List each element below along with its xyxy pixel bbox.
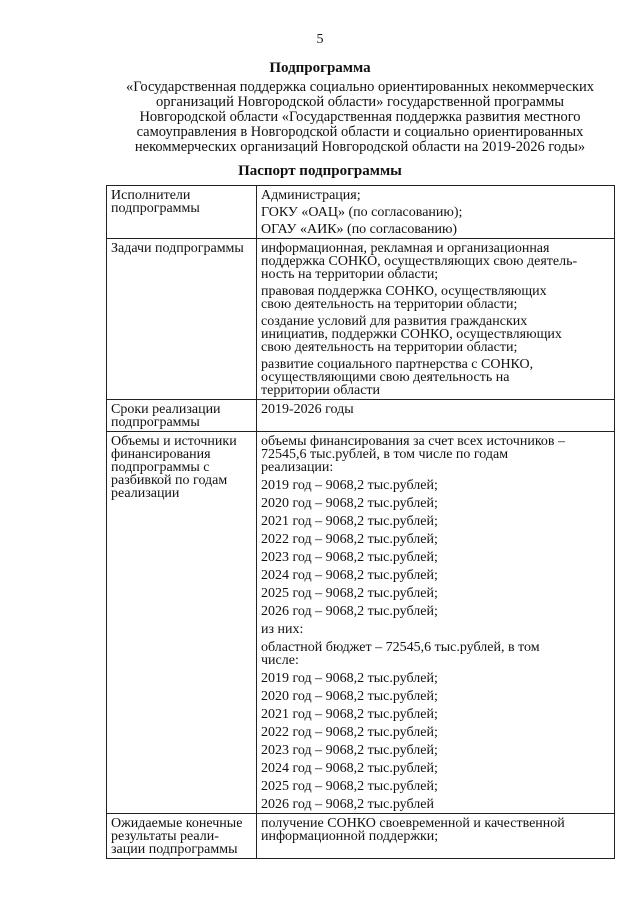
table-row-executors — [107, 186, 615, 239]
task-line: свою деятельность на территории области; — [261, 340, 518, 355]
financing-year-regional: 2024 год – 9068,2 тыс.рублей; — [261, 761, 438, 776]
financing-intro-line: реализации: — [261, 460, 334, 475]
row-value-cell — [257, 432, 615, 814]
financing-year-total: 2022 год – 9068,2 тыс.рублей; — [261, 532, 438, 547]
row-value-cell — [257, 239, 615, 400]
document-title: Подпрограмма — [269, 60, 371, 76]
row-label: Сроки реализации — [111, 402, 221, 417]
financing-year-regional: 2023 год – 9068,2 тыс.рублей; — [261, 743, 438, 758]
row-label: подпрограммы — [111, 415, 200, 430]
row-label-cell — [107, 239, 257, 400]
passport-table — [106, 185, 615, 859]
passport-title: Паспорт подпрограммы — [238, 163, 402, 179]
financing-year-total: 2025 год – 9068,2 тыс.рублей; — [261, 586, 438, 601]
financing-year-total: 2020 год – 9068,2 тыс.рублей; — [261, 496, 438, 511]
table-row-tasks — [107, 239, 615, 400]
row-label: подпрограммы с — [111, 460, 210, 475]
financing-year-regional: 2025 год – 9068,2 тыс.рублей; — [261, 779, 438, 794]
row-label: Задачи подпрограммы — [111, 241, 244, 256]
subtitle-line: организаций Новгородской области» государственной программы — [155, 94, 564, 110]
task-line: ность на территории области; — [261, 267, 439, 282]
row-label: Ожидаемые конечные — [111, 816, 243, 831]
results-line: получение СОНКО своевременной и качественной — [261, 816, 565, 831]
task-line: создание условий для развития гражданских — [261, 314, 528, 329]
task-line: инициатив, поддержки СОНКО, осуществляющих — [261, 327, 562, 342]
row-label: подпрограммы — [111, 201, 200, 216]
financing-regional-line: областной бюджет – 72545,6 тыс.рублей, в том — [261, 640, 540, 655]
financing-intro — [261, 435, 610, 474]
financing-regional-line: числе: — [261, 653, 299, 668]
financing-year-regional: 2021 год – 9068,2 тыс.рублей; — [261, 707, 438, 722]
task-item — [261, 358, 610, 397]
financing-year-total: 2023 год – 9068,2 тыс.рублей; — [261, 550, 438, 565]
task-item — [261, 242, 610, 281]
document-subtitle — [106, 80, 614, 155]
table-row-financing — [107, 432, 615, 814]
executor-item: Администрация; — [261, 188, 361, 203]
financing-regional — [261, 641, 610, 667]
table-row-terms — [107, 400, 615, 432]
subtitle-line: Новгородской области «Государственная поддержка развития местного — [139, 109, 581, 125]
table-row-results — [107, 814, 615, 859]
row-label-cell — [107, 400, 257, 432]
financing-year-total: 2026 год – 9068,2 тыс.рублей; — [261, 604, 438, 619]
financing-year-total: 2019 год – 9068,2 тыс.рублей; — [261, 478, 438, 493]
row-label: реализации — [111, 486, 180, 501]
row-label-cell — [107, 186, 257, 239]
financing-year-total: 2021 год – 9068,2 тыс.рублей; — [261, 514, 438, 529]
executor-item: ОГАУ «АИК» (по согласованию) — [261, 222, 458, 237]
financing-intro-line: объемы финансирования за счет всех источников – — [261, 434, 566, 449]
executor-item: ГОКУ «ОАЦ» (по согласованию); — [261, 205, 463, 220]
financing-year-total: 2024 год – 9068,2 тыс.рублей; — [261, 568, 438, 583]
terms-value: 2019-2026 годы — [261, 402, 354, 417]
financing-year-regional: 2022 год – 9068,2 тыс.рублей; — [261, 725, 438, 740]
row-value-cell — [257, 186, 615, 239]
row-label: Объемы и источники — [111, 434, 237, 449]
task-line: осуществляющими свою деятельность на — [261, 370, 510, 385]
row-label: Исполнители — [111, 188, 191, 203]
row-label-cell — [107, 814, 257, 859]
row-label: результаты реали- — [111, 829, 219, 844]
financing-of-them: из них: — [261, 622, 304, 637]
task-line: развитие социального партнерства с СОНКО, — [261, 357, 534, 372]
task-line: поддержка СОНКО, осуществляющих свою деятель- — [261, 254, 578, 269]
subtitle-line: «Государственная поддержка социально ориентированных некоммерческих — [125, 79, 595, 95]
page-number: 5 — [316, 32, 324, 47]
row-label-cell — [107, 432, 257, 814]
financing-intro-line: 72545,6 тыс.рублей, в том числе по годам — [261, 447, 509, 462]
subtitle-line: некоммерческих организаций Новгородской области на 2019-2026 годы» — [134, 139, 586, 155]
task-line: правовая поддержка СОНКО, осуществляющих — [261, 284, 547, 299]
row-value-cell — [257, 814, 615, 859]
task-item — [261, 285, 610, 311]
row-value-cell — [257, 400, 615, 432]
results-line: информационной поддержки; — [261, 829, 439, 844]
row-label: зации подпрограммы — [111, 842, 238, 857]
subtitle-line: самоуправления в Новгородской области и социально ориентированных — [136, 124, 584, 140]
task-line: информационная, рекламная и организационная — [261, 241, 550, 256]
financing-year-regional: 2020 год – 9068,2 тыс.рублей; — [261, 689, 438, 704]
task-item — [261, 315, 610, 354]
financing-year-regional: 2019 год – 9068,2 тыс.рублей; — [261, 671, 438, 686]
task-line: территории области — [261, 383, 381, 398]
row-label: финансирования — [111, 447, 211, 462]
task-line: свою деятельность на территории области; — [261, 297, 518, 312]
financing-year-regional: 2026 год – 9068,2 тыс.рублей — [261, 797, 434, 812]
row-label: разбивкой по годам — [111, 473, 228, 488]
